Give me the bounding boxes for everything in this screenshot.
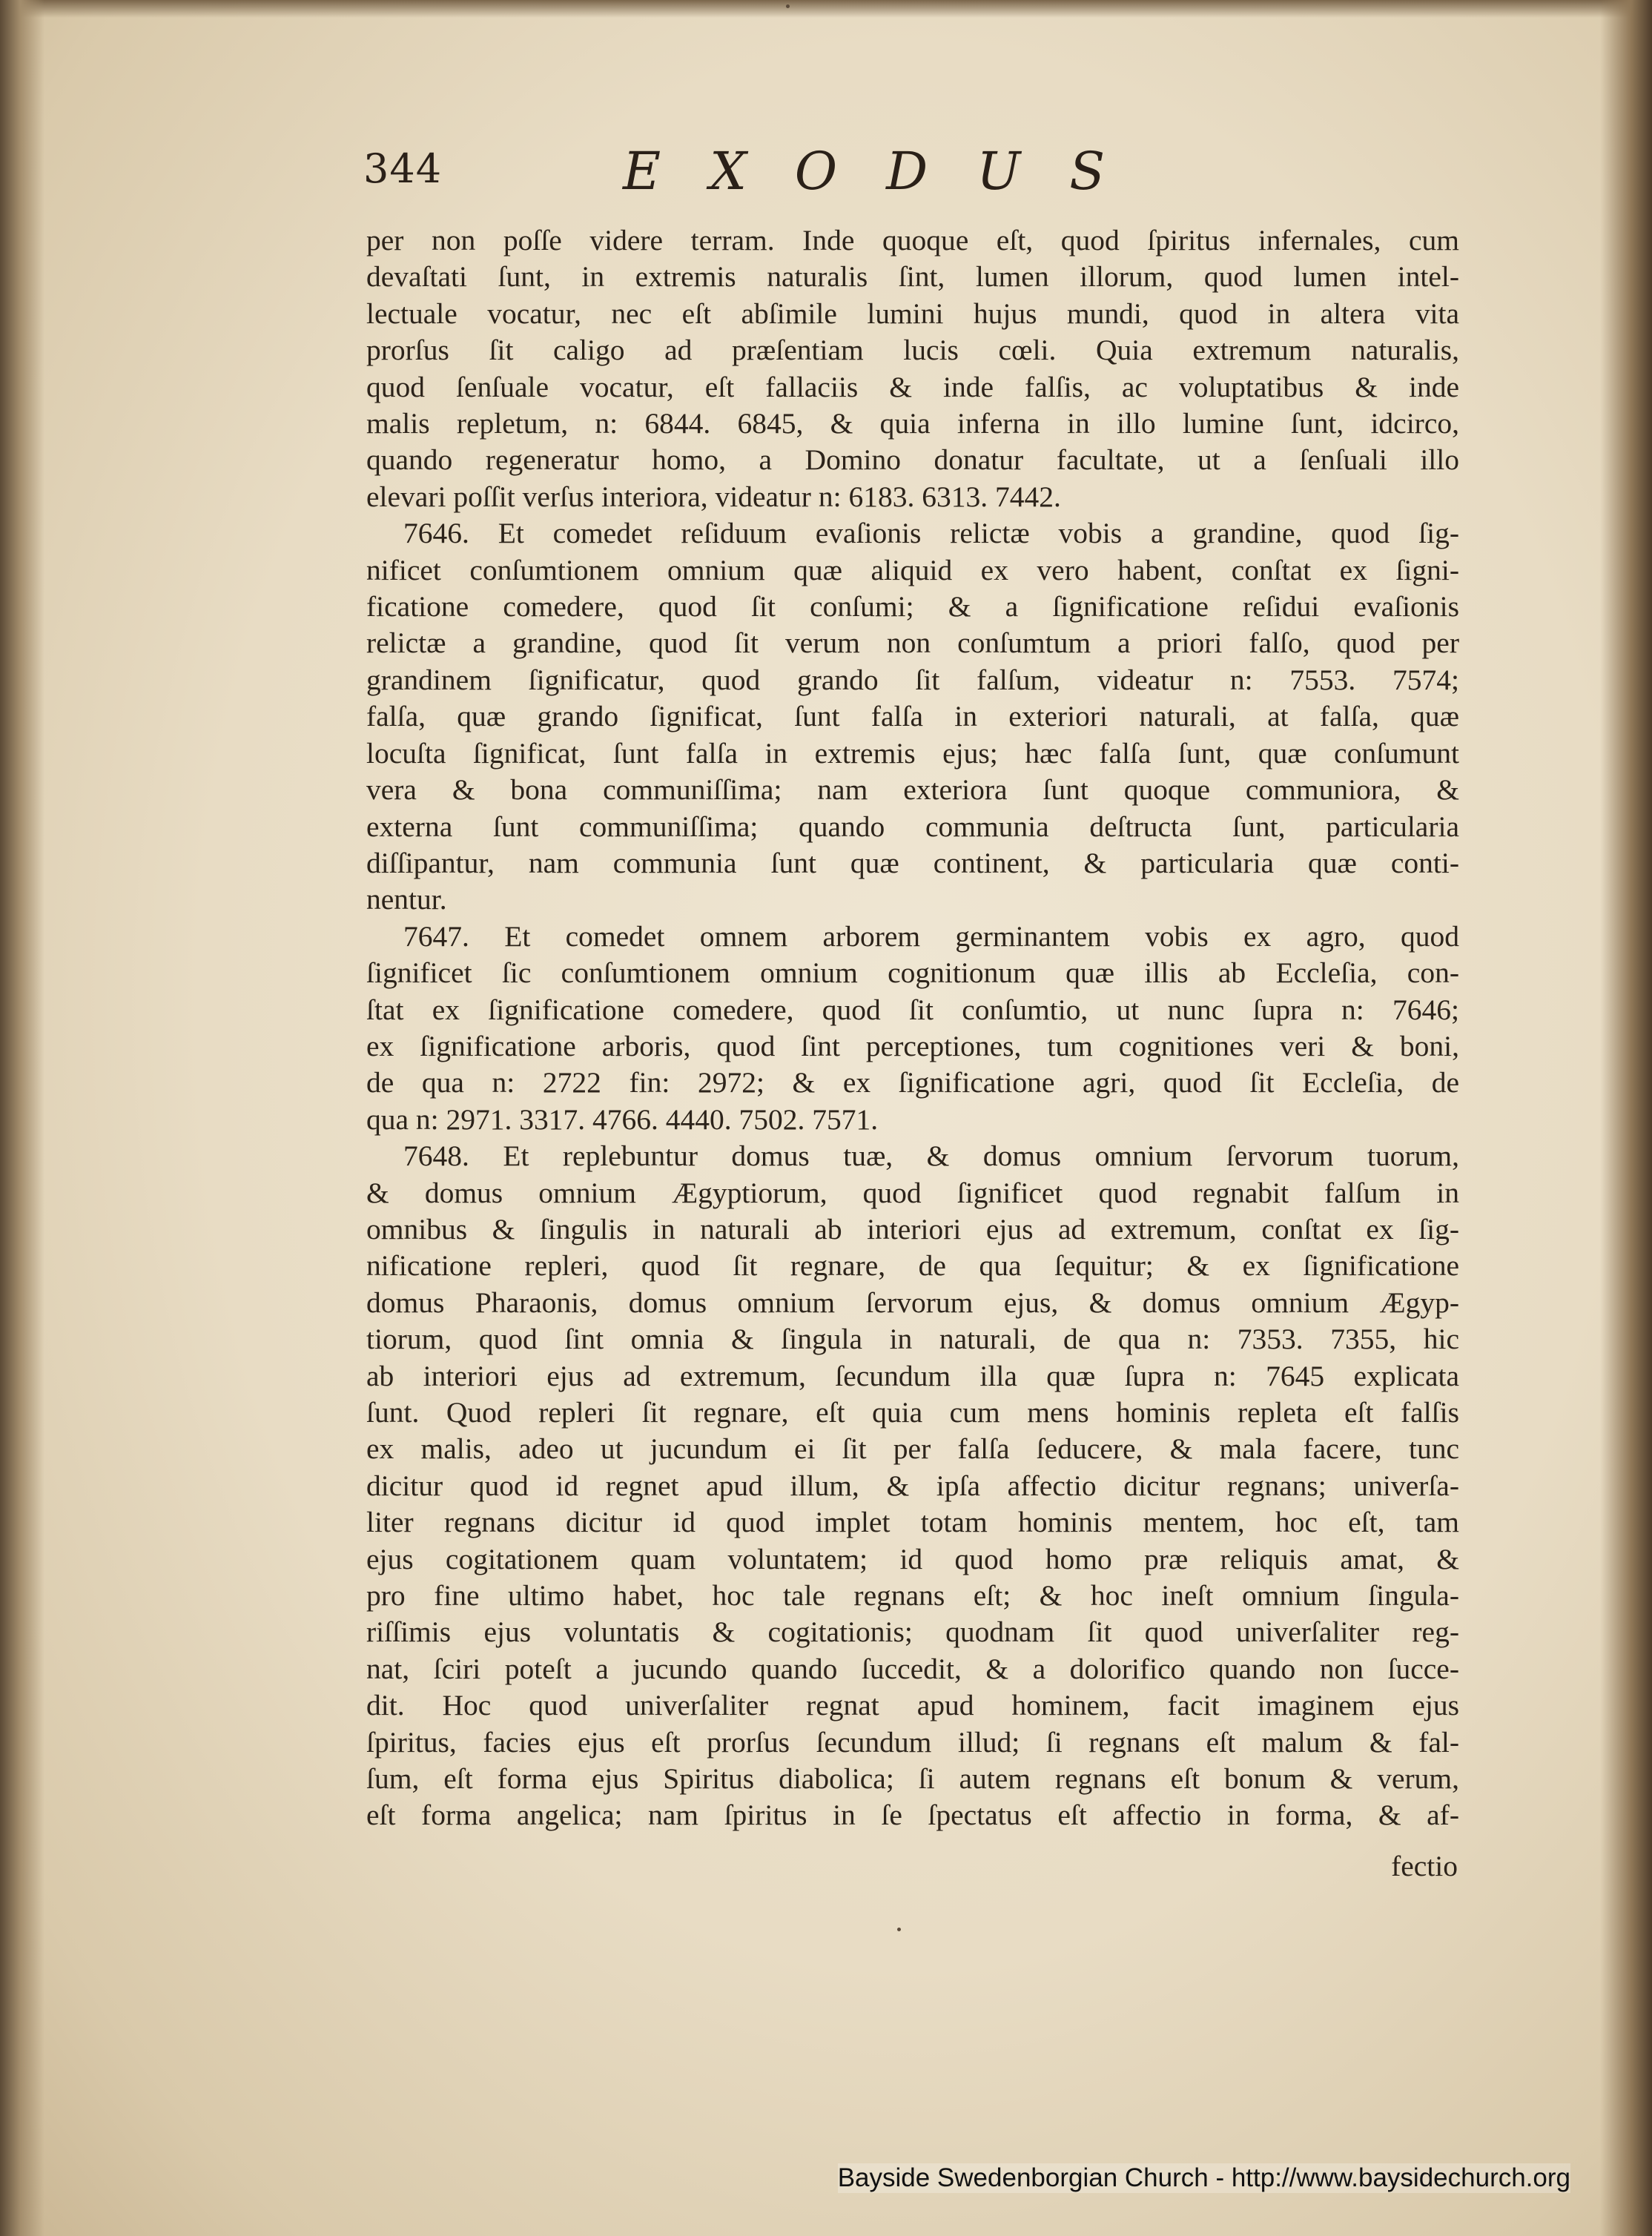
ink-speck [786,4,790,8]
text-line: externa ſunt communiſſima; quando communia deſtructa ſunt, particularia [366,810,1459,843]
text-line: ex malis, adeo ut jucundum ei ſit per falſa ſeducere, & mala facere, tunc [366,1432,1459,1466]
text-line: & domus omnium Ægyptiorum, quod ſignificet quod regnabit falſum in [366,1176,1459,1209]
book-title: EXODUS [623,141,1154,202]
page-right-edge [1600,0,1652,2236]
text-line: ab interiori ejus ad extremum, ſecundum illa quæ ſupra n: 7645 explicata [366,1359,1459,1392]
text-line: falſa, quæ grando ſignificat, ſunt falſa in exteriori naturali, at falſa, quæ [366,700,1459,733]
text-line: prorſus ſit caligo ad præſentiam lucis cœli. Quia extremum naturalis, [366,334,1459,367]
text-line: dit. Hoc quod univerſaliter regnat apud hominem, facit imaginem ejus [366,1689,1459,1722]
text-line: nificet conſumtionem omnium quæ aliquid ex vero habent, conſtat ex ſigni- [366,553,1459,586]
paragraph-7648-start: 7648. Et replebuntur domus tuæ, & domus omnium ſervorum tuorum, [403,1140,1459,1173]
text-line: omnibus & ſingulis in naturali ab interiori ejus ad extremum, conſtat ex ſig- [366,1212,1459,1246]
text-line: ſignificet ſic conſumtionem omnium cognitionum quæ illis ab Eccleſia, con- [366,956,1459,990]
catchword: fectio [1391,1850,1458,1882]
text-line: per non poſſe videre terram. Inde quoque eſt, quod ſpiritus infernales, cum [366,224,1459,257]
text-line: malis repletum, n: 6844. 6845, & quia inferna in illo lumine ſunt, idcirco, [366,407,1459,440]
text-line: nificatione repleri, quod ſit regnare, de qua ſequitur; & ex ſignificatione [366,1249,1459,1283]
text-line: de qua n: 2722 fin: 2972; & ex ſignificatione agri, quod ſit Eccleſia, de [366,1066,1459,1099]
text-line: nentur. [366,883,447,916]
text-line: grandinem ſignificatur, quod grando ſit falſum, videatur n: 7553. 7574; [366,663,1459,696]
text-line: ficatione comedere, quod ſit conſumi; & a ſignificatione reſidui evaſionis [366,590,1459,624]
text-line: ſpiritus, facies ejus eſt prorſus ſecundum illud; ſi regnans eſt malum & fal- [366,1725,1459,1759]
paragraph-7647-start: 7647. Et comedet omnem arborem germinantem vobis ex agro, quod [403,919,1459,953]
text-line: riſſimis ejus voluntatis & cogitationis; quodnam ſit quod univerſaliter reg- [366,1615,1459,1649]
body-text [366,222,1459,1834]
page-top-edge [0,0,1652,18]
text-line: ex ſignificatione arboris, quod ſint perceptiones, tum cognitiones veri & boni, [366,1029,1459,1062]
page-number: 344 [363,145,443,192]
text-line: domus Pharaonis, domus omnium ſervorum ejus, & domus omnium Ægyp- [366,1286,1459,1319]
text-line: elevari poſſit verſus interiora, videatur n: 6183. 6313. 7442. [366,480,1061,513]
text-line: ſtat ex ſignificatione comedere, quod ſit conſumtio, ut nunc ſupra n: 7646; [366,993,1459,1026]
text-line: nat, ſciri poteſt a jucundo quando ſuccedit, & a dolorifico quando non ſucce- [366,1652,1459,1685]
binding-shadow [0,0,44,2236]
text-line: diſſipantur, nam communia ſunt quæ continent, & particularia quæ conti- [366,846,1459,879]
watermark-credit: Bayside Swedenborgian Church - http://www.baysidechurch.org [837,2163,1570,2192]
text-line: quod ſenſuale vocatur, eſt fallaciis & inde falſis, ac voluptatibus & inde [366,370,1459,403]
text-line: qua n: 2971. 3317. 4766. 4440. 7502. 7571. [366,1102,879,1136]
text-line: tiorum, quod ſint omnia & ſingula in naturali, de qua n: 7353. 7355, hic [366,1323,1459,1356]
text-line: vera & bona communiſſima; nam exteriora ſunt quoque communiora, & [366,773,1459,807]
paragraph-7646-start: 7646. Et comedet reſiduum evaſionis relictæ vobis a grandine, quod ſig- [403,517,1459,550]
running-head [363,141,1490,212]
text-line: lectuale vocatur, nec eſt abſimile lumini hujus mundi, quod in altera vita [366,297,1459,330]
text-line: relictæ a grandine, quod ſit verum non conſumtum a priori falſo, quod per [366,626,1459,660]
text-line: locuſta ſignificat, ſunt falſa in extremis ejus; hæc falſa ſunt, quæ conſumunt [366,736,1459,770]
text-line: liter regnans dicitur id quod implet totam hominis mentem, hoc eſt, tam [366,1506,1459,1539]
text-line: eſt forma angelica; nam ſpiritus in ſe ſpectatus eſt affectio in forma, & af- [366,1799,1459,1832]
text-line: devaſtati ſunt, in extremis naturalis ſint, lumen illorum, quod lumen intel- [366,260,1459,294]
text-line: pro fine ultimo habet, hoc tale regnans eſt; & hoc ineſt omnium ſingula- [366,1579,1459,1612]
text-line: ſunt. Quod repleri ſit regnare, eſt quia cum mens hominis repleta eſt falſis [366,1396,1459,1429]
ink-speck [897,1928,901,1931]
text-line: dicitur quod id regnet apud illum, & ipſa affectio dicitur regnans; univerſa- [366,1469,1459,1502]
text-line: quando regeneratur homo, a Domino donatur facultate, ut a ſenſuali illo [366,443,1459,477]
text-line: ejus cogitationem quam voluntatem; id quod homo præ reliquis amat, & [366,1542,1459,1575]
text-line: ſum, eſt forma ejus Spiritus diabolica; ſi autem regnans eſt bonum & verum, [366,1762,1459,1796]
